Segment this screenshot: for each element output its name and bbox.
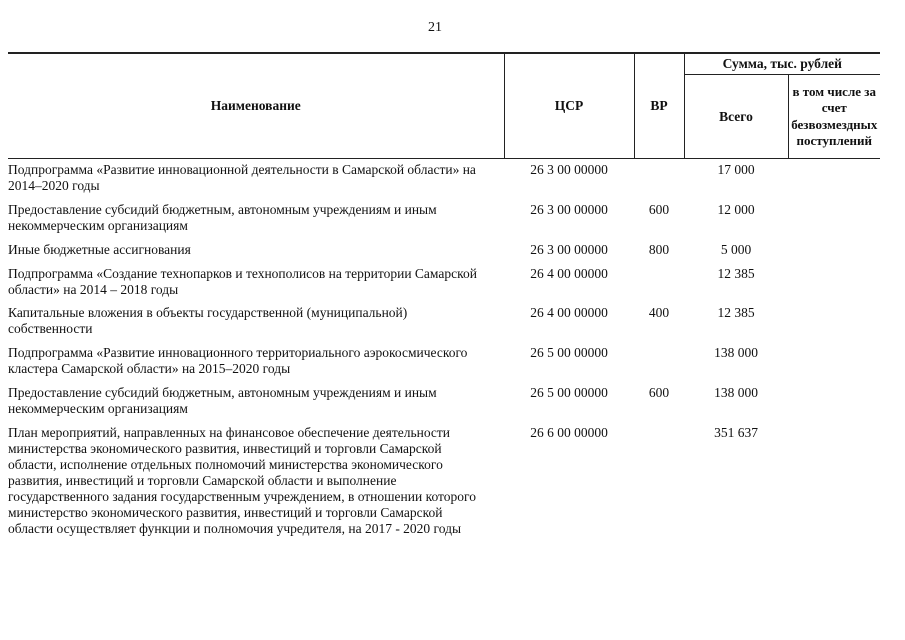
table-row <box>8 263 880 303</box>
table-row <box>8 422 880 541</box>
table-body <box>8 159 880 542</box>
row-csr: 26 5 00 00000 <box>530 345 608 361</box>
row-total: 12 385 <box>717 305 755 321</box>
row-csr: 26 3 00 00000 <box>530 241 608 257</box>
row-incl <box>788 382 880 422</box>
header-vr: ВР <box>634 53 684 159</box>
row-csr: 26 4 00 00000 <box>530 265 608 281</box>
table-row <box>8 382 880 422</box>
row-incl <box>788 263 880 303</box>
table-row <box>8 302 880 342</box>
row-total: 12 000 <box>717 201 755 217</box>
row-incl <box>788 159 880 199</box>
row-csr: 26 3 00 00000 <box>530 201 608 217</box>
header-incl: в том числе за счет безвозмездных поступлений <box>788 75 880 159</box>
row-name: Подпрограмма «Создание технопарков и технополисов на территории Самарской области» на 2014 – 2018 годы <box>8 265 477 297</box>
row-vr <box>634 342 684 382</box>
row-csr: 26 4 00 00000 <box>530 305 608 321</box>
header-name: Наименование <box>8 53 504 159</box>
row-vr: 600 <box>648 201 670 217</box>
table-row <box>8 159 880 199</box>
row-csr: 26 6 00 00000 <box>530 424 608 440</box>
row-vr: 400 <box>648 305 670 321</box>
header-csr: ЦСР <box>504 53 634 159</box>
row-vr: 600 <box>648 385 670 401</box>
row-name: Подпрограмма «Развитие инновационной деятельности в Самарской области» на 2014–2020 годы <box>8 162 476 193</box>
row-name: Капитальные вложения в объекты государственной (муниципальной) собственности <box>8 305 408 337</box>
row-incl <box>788 302 880 342</box>
row-vr <box>634 263 684 303</box>
row-vr: 800 <box>648 241 670 257</box>
row-name: Подпрограмма «Развитие инновационного территориального аэрокосмического кластера Самарской области» на 2015–2020 годы <box>8 345 468 377</box>
table-row <box>8 342 880 382</box>
row-csr: 26 5 00 00000 <box>530 385 608 401</box>
budget-table <box>8 52 880 541</box>
header-sum: Сумма, тыс. рублей <box>684 53 880 75</box>
table-row <box>8 199 880 239</box>
row-incl <box>788 422 880 541</box>
row-csr: 26 3 00 00000 <box>530 162 608 177</box>
row-total: 351 637 <box>714 424 758 440</box>
row-total: 12 385 <box>717 265 755 281</box>
row-total: 17 000 <box>717 162 755 177</box>
row-total: 5 000 <box>720 241 752 257</box>
row-total: 138 000 <box>714 385 758 401</box>
table-header <box>8 53 880 159</box>
row-name: Предоставление субсидий бюджетным, автономным учреждениям и иным некоммерческим организациям <box>8 385 437 417</box>
table-row <box>8 239 880 263</box>
row-name: План мероприятий, направленных на финансовое обеспечение деятельности министерства экономического развития, инвестиций и торговли Самарской области, исполнение отдельных полномочий министерства экономического развития, инвестиций и торговли Самарской области и выполнение государственного задания государственным учреждением, в отношении которого министерство экономического развития, инвестиций и торговли Самарской области осуществляет функции и полномочия учредителя, на 2017 - 2020 годы <box>8 424 476 536</box>
row-name: Иные бюджетные ассигнования <box>8 241 191 257</box>
row-name: Предоставление субсидий бюджетным, автономным учреждениям и иным некоммерческим организациям <box>8 201 437 233</box>
row-vr <box>634 422 684 541</box>
header-total: Всего <box>684 75 788 159</box>
row-incl <box>788 239 880 263</box>
row-vr <box>634 159 684 199</box>
row-incl <box>788 199 880 239</box>
page-number: 21 <box>428 20 442 35</box>
row-incl <box>788 342 880 382</box>
row-total: 138 000 <box>714 345 758 361</box>
